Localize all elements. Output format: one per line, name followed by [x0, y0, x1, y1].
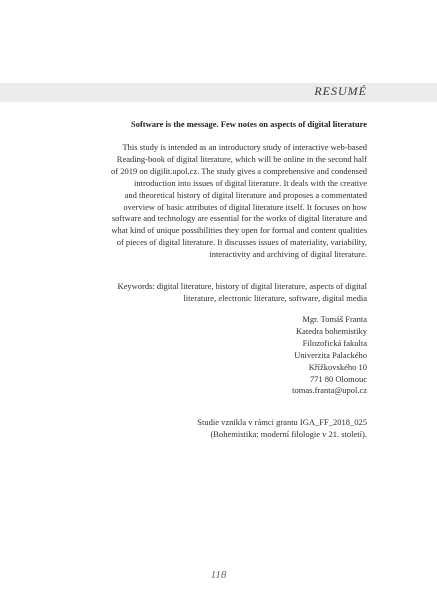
grant-line: Studie vznikla v rámci grantu IGA_FF_2018_025 [197, 417, 367, 427]
abstract [62, 142, 367, 261]
abstract-line: overview of basic attributes of digital literature itself. It focuses on how [123, 201, 367, 212]
section-title: RESUMÉ [314, 84, 367, 98]
author-faculty: Filozofická fakulta [302, 337, 367, 348]
page-number: 118 [210, 569, 227, 581]
author-city: 771 80 Olomouc [309, 373, 367, 384]
article-title: Software is the message. Few notes on aspects of digital literature [131, 119, 367, 129]
keywords-line: Keywords: digital literature, history of digital literature, aspects of digital [117, 281, 367, 291]
author-email: tomas.franta@upol.cz [292, 385, 367, 396]
grant-note [62, 417, 367, 441]
grant-line: (Bohemistika: moderní filologie v 21. století). [210, 428, 367, 439]
header-band [0, 83, 437, 102]
author-street: Křížkovského 10 [308, 361, 367, 372]
abstract-line: software and technology are essential for the works of digital literature and [111, 213, 367, 224]
abstract-line: of 2019 on digilit.upol.cz. The study gives a comprehensive and condensed [111, 165, 367, 176]
keywords-line: literature, electronic literature, software, digital media [183, 292, 367, 303]
abstract-line: introduction into issues of digital literature. It deals with the creative [134, 177, 367, 188]
abstract-line: interactivity and archiving of digital literature. [209, 249, 367, 260]
abstract-line: of pieces of digital literature. It discusses issues of materiality, variability, [116, 237, 367, 248]
author-name: Mgr. Tomáš Franta [302, 314, 367, 324]
abstract-line: what kind of unique possibilities they open for formal and content qualities [111, 225, 367, 236]
abstract-line: and theoretical history of digital literature and proposes a commentated [124, 189, 367, 200]
abstract-line: Reading-book of digital literature, which will be online in the second half [116, 153, 367, 164]
author-address [62, 314, 367, 397]
author-university: Univerzita Palackého [294, 349, 367, 360]
author-department: Katedra bohemistiky [295, 325, 367, 336]
abstract-line: This study is intended as an introductory study of interactive web-based [122, 142, 367, 152]
keywords [62, 281, 367, 305]
